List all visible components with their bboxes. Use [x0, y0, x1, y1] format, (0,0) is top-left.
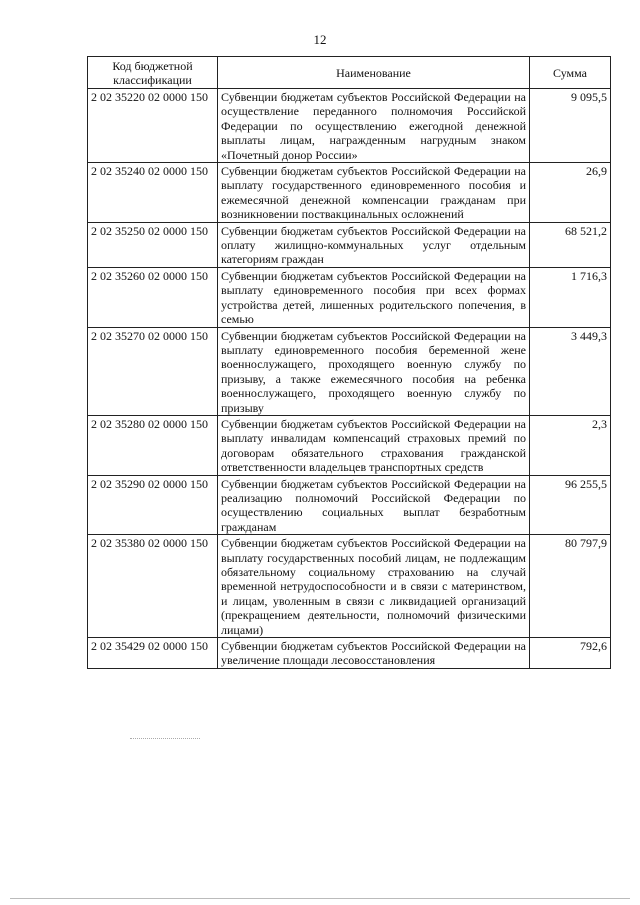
table-row [88, 222, 611, 267]
budget-table [87, 56, 611, 669]
table-row [88, 638, 611, 669]
row-name: Субвенции бюджетам субъектов Российской Федерации на реализацию полномочий Российской Федерации по осуществлению социальных выплат безработным гражданам [218, 475, 530, 535]
table-row [88, 475, 611, 535]
row-sum: 68 521,2 [530, 222, 611, 267]
table-row [88, 535, 611, 638]
table-row [88, 327, 611, 415]
header-sum: Сумма [530, 57, 611, 89]
row-code: 2 02 35290 02 0000 150 [88, 475, 218, 535]
row-name: Субвенции бюджетам субъектов Российской Федерации на выплату инвалидам компенсаций страховых премий по договорам обязательного страхования гражданской ответственности владельцев транспортных средств [218, 415, 530, 475]
row-code: 2 02 35270 02 0000 150 [88, 327, 218, 415]
row-name: Субвенции бюджетам субъектов Российской Федерации на выплату единовременного пособия при всех формах устройства детей, лишенных родительского попечения, в семью [218, 267, 530, 327]
table-row [88, 415, 611, 475]
row-sum: 2,3 [530, 415, 611, 475]
row-sum: 9 095,5 [530, 89, 611, 163]
scan-artifact [130, 738, 200, 739]
row-code: 2 02 35429 02 0000 150 [88, 638, 218, 669]
row-sum: 3 449,3 [530, 327, 611, 415]
row-code: 2 02 35220 02 0000 150 [88, 89, 218, 163]
row-code: 2 02 35380 02 0000 150 [88, 535, 218, 638]
page-number: 12 [313, 32, 327, 47]
header-name: Наименование [218, 57, 530, 89]
row-sum: 26,9 [530, 163, 611, 223]
row-name: Субвенции бюджетам субъектов Российской Федерации на оплату жилищно-коммунальных услуг отдельным категориям граждан [218, 222, 530, 267]
bottom-rule [10, 898, 630, 899]
row-name: Субвенции бюджетам субъектов Российской Федерации на выплату государственных пособий лицам, не подлежащим обязательному социальному страхованию на случай временной нетрудоспособности и в связи с материнством, и лицам, уволенным в связи с ликвидацией организаций (прекращением деятельности, полномочий физическими лицами) [218, 535, 530, 638]
table-row [88, 267, 611, 327]
row-name: Субвенции бюджетам субъектов Российской Федерации на выплату государственного единовременного пособия и ежемесячной денежной компенсации гражданам при возникновении поствакцинальных осложнений [218, 163, 530, 223]
row-sum: 96 255,5 [530, 475, 611, 535]
row-name: Субвенции бюджетам субъектов Российской Федерации на увеличение площади лесовосстановления [218, 638, 530, 669]
row-name: Субвенции бюджетам субъектов Российской Федерации на выплату единовременного пособия беременной жене военнослужащего, проходящего военную службу по призыву, а также ежемесячного пособия на ребенка военнослужащего, проходящего военную службу по призыву [218, 327, 530, 415]
row-sum: 792,6 [530, 638, 611, 669]
table-header-row [88, 57, 611, 89]
table-row [88, 163, 611, 223]
row-code: 2 02 35240 02 0000 150 [88, 163, 218, 223]
row-code: 2 02 35280 02 0000 150 [88, 415, 218, 475]
row-code: 2 02 35250 02 0000 150 [88, 222, 218, 267]
row-sum: 1 716,3 [530, 267, 611, 327]
header-code: Код бюджетной классификации [88, 57, 218, 89]
row-code: 2 02 35260 02 0000 150 [88, 267, 218, 327]
row-sum: 80 797,9 [530, 535, 611, 638]
row-name: Субвенции бюджетам субъектов Российской Федерации на осуществление переданного полномочия Российской Федерации по осуществлению ежегодной денежной выплаты лицам, награжденным нагрудным знаком «Почетный донор России» [218, 89, 530, 163]
table-row [88, 89, 611, 163]
